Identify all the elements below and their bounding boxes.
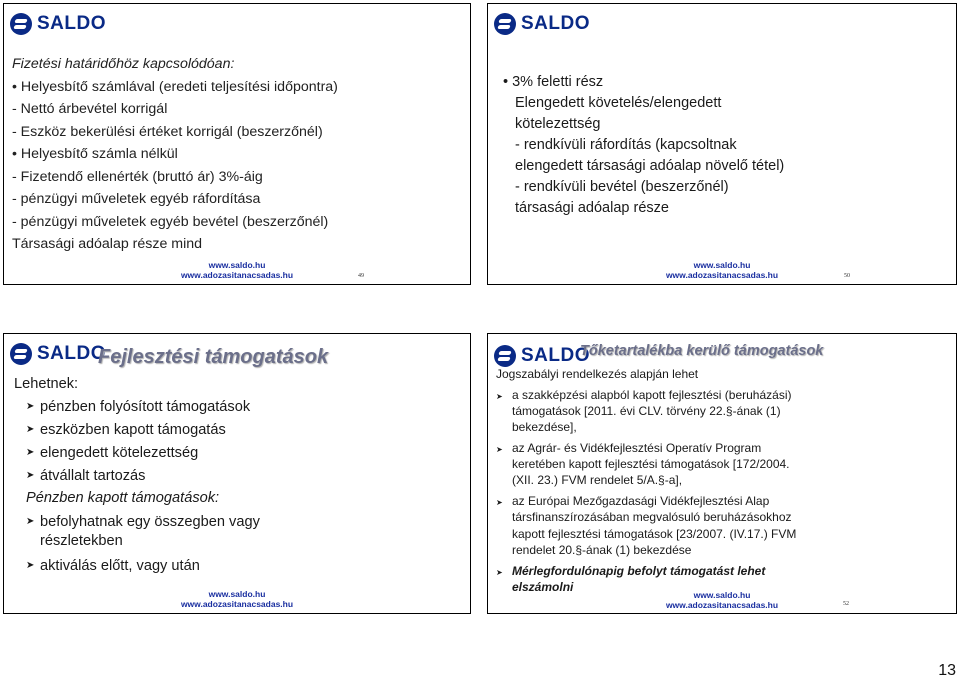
- slide-49-line: • Helyesbítő számla nélkül: [12, 146, 178, 162]
- slide-49-line: Fizetési határidőhöz kapcsolódóan:: [12, 56, 235, 72]
- saldo-logo-icon: [494, 345, 516, 367]
- bullet-icon: ➤: [496, 445, 503, 454]
- slide-49-line: - Nettó árbevétel korrigál: [12, 101, 168, 117]
- list-item-text: társfinanszírozásában megvalósuló beruházásokhoz: [512, 510, 792, 524]
- saldo-logo-icon: [494, 13, 516, 35]
- slide-number: 50: [844, 273, 850, 279]
- slide-footer: [4, 589, 470, 609]
- saldo-logo: [494, 11, 590, 37]
- slide-52-line: Jogszabályi rendelkezés alapján lehet: [496, 367, 699, 381]
- slide-50-line: társasági adóalap része: [515, 200, 669, 216]
- list-item-text: kapott fejlesztési támogatások [23/2007. (IV.17.) FVM: [512, 527, 797, 541]
- list-item-text: részletekben: [40, 533, 123, 549]
- list-item: [26, 399, 250, 415]
- saldo-logo-icon: [10, 343, 32, 365]
- bullet-icon: ➤: [26, 516, 35, 527]
- saldo-logo: [10, 11, 106, 37]
- list-item-text: elengedett kötelezettség: [40, 445, 199, 461]
- list-item-text: támogatások [2011. évi CLV. törvény 22.§-ának (1): [512, 404, 781, 418]
- list-item-text: elszámolni: [512, 580, 574, 594]
- saldo-logo-text: SALDO: [37, 343, 106, 364]
- footer-link-adozas[interactable]: www.adozasitanacsadas.hu: [665, 600, 779, 610]
- list-item-text: a szakképzési alapból kapott fejlesztési (beruházási): [512, 388, 792, 402]
- slide-50-line: - rendkívüli ráfordítás (kapcsoltnak: [515, 137, 737, 153]
- bullet-icon: ➤: [26, 424, 35, 435]
- slide-50-body: [503, 72, 785, 219]
- slide-51: [3, 333, 471, 614]
- list-item: [26, 558, 200, 574]
- slide-49-line: - Fizetendő ellenérték (bruttó ár) 3%-áig: [12, 168, 263, 185]
- slide-title: Fejlesztési támogatások: [98, 346, 329, 368]
- bullet-icon: ➤: [26, 560, 35, 571]
- footer-link-saldo[interactable]: www.saldo.hu: [693, 590, 751, 600]
- slide-50-line: • 3% feletti rész: [503, 74, 604, 90]
- slide-49: [3, 3, 471, 285]
- page-number: 13: [938, 662, 956, 679]
- slide-50-line: Elengedett követelés/elengedett: [515, 95, 722, 111]
- slide-49-line: • Helyesbítő számlával (eredeti teljesítési időpontra): [12, 78, 338, 95]
- list-item-text: (XII. 23.) FVM rendelet 5/A.§-a],: [512, 473, 683, 487]
- list-item: [26, 445, 198, 461]
- slide-number: 52: [843, 601, 849, 607]
- bullet-icon: ➤: [496, 498, 503, 507]
- slide-49-line: - Eszköz bekerülési értéket korrigál (beszerzőnél): [12, 123, 323, 140]
- slide-footer: [4, 260, 470, 280]
- list-item-text: átvállalt tartozás: [40, 468, 146, 484]
- list-item: [26, 468, 145, 484]
- slide-50-line: - rendkívüli bevétel (beszerzőnél): [515, 179, 729, 195]
- slide-49-body: [12, 53, 338, 256]
- list-item-text: az Agrár- és Vidékfejlesztési Operatív Program: [512, 441, 762, 455]
- footer-link-adozas[interactable]: www.adozasitanacsadas.hu: [180, 270, 294, 280]
- list-item-text: Mérlegfordulónapig befolyt támogatást lehet: [512, 564, 766, 578]
- list-item-text: befolyhatnak egy összegben vagy: [40, 514, 260, 530]
- saldo-logo: [10, 341, 106, 367]
- list-item: [496, 564, 765, 578]
- list-item: [496, 441, 761, 455]
- list-item: [26, 514, 260, 530]
- list-item-text: bekezdése],: [512, 420, 577, 434]
- saldo-logo-text: SALDO: [521, 345, 590, 366]
- slide-title: Tőketartalékba kerülő támogatások: [580, 343, 824, 359]
- slide-51-line: Pénzben kapott támogatások:: [26, 490, 220, 506]
- saldo-logo: [494, 343, 590, 369]
- footer-link-adozas[interactable]: www.adozasitanacsadas.hu: [665, 270, 779, 280]
- list-item: [26, 422, 226, 438]
- bullet-icon: ➤: [26, 447, 35, 458]
- slide-50-line: elengedett társasági adóalap növelő tétel): [515, 158, 785, 174]
- list-item: [496, 388, 791, 402]
- list-item-text: pénzben folyósított támogatások: [40, 399, 251, 415]
- slide-49-line: - pénzügyi műveletek egyéb bevétel (beszerzőnél): [12, 213, 329, 230]
- list-item-text: az Európai Mezőgazdasági Vidékfejlesztési Alap: [512, 494, 770, 508]
- footer-link-saldo[interactable]: www.saldo.hu: [208, 260, 266, 270]
- slide-footer: [488, 590, 956, 610]
- footer-link-saldo[interactable]: www.saldo.hu: [208, 589, 266, 599]
- slide-49-line: Társasági adóalap része mind: [12, 236, 203, 252]
- slide-52: [487, 333, 957, 614]
- saldo-logo-text: SALDO: [37, 13, 106, 34]
- slide-50-line: kötelezettség: [515, 116, 601, 132]
- list-item-text: aktiválás előtt, vagy után: [40, 558, 200, 574]
- list-item-text: rendelet 20.§-ának (1) bekezdése: [512, 543, 692, 557]
- list-item: [496, 494, 769, 508]
- list-item-text: keretében kapott fejlesztési támogatások [172/2004.: [512, 457, 790, 471]
- bullet-icon: ➤: [496, 392, 503, 401]
- bullet-icon: ➤: [496, 568, 503, 577]
- saldo-logo-text: SALDO: [521, 13, 590, 34]
- slide-51-line: Lehetnek:: [14, 376, 79, 392]
- footer-link-adozas[interactable]: www.adozasitanacsadas.hu: [180, 599, 294, 609]
- list-item-text: eszközben kapott támogatás: [40, 422, 226, 438]
- bullet-icon: ➤: [26, 470, 35, 481]
- slide-50: [487, 3, 957, 285]
- saldo-logo-icon: [10, 13, 32, 35]
- slide-number: 49: [358, 273, 364, 279]
- slide-footer: [488, 260, 956, 280]
- slide-49-line: - pénzügyi műveletek egyéb ráfordítása: [12, 191, 261, 207]
- bullet-icon: ➤: [26, 401, 35, 412]
- footer-link-saldo[interactable]: www.saldo.hu: [693, 260, 751, 270]
